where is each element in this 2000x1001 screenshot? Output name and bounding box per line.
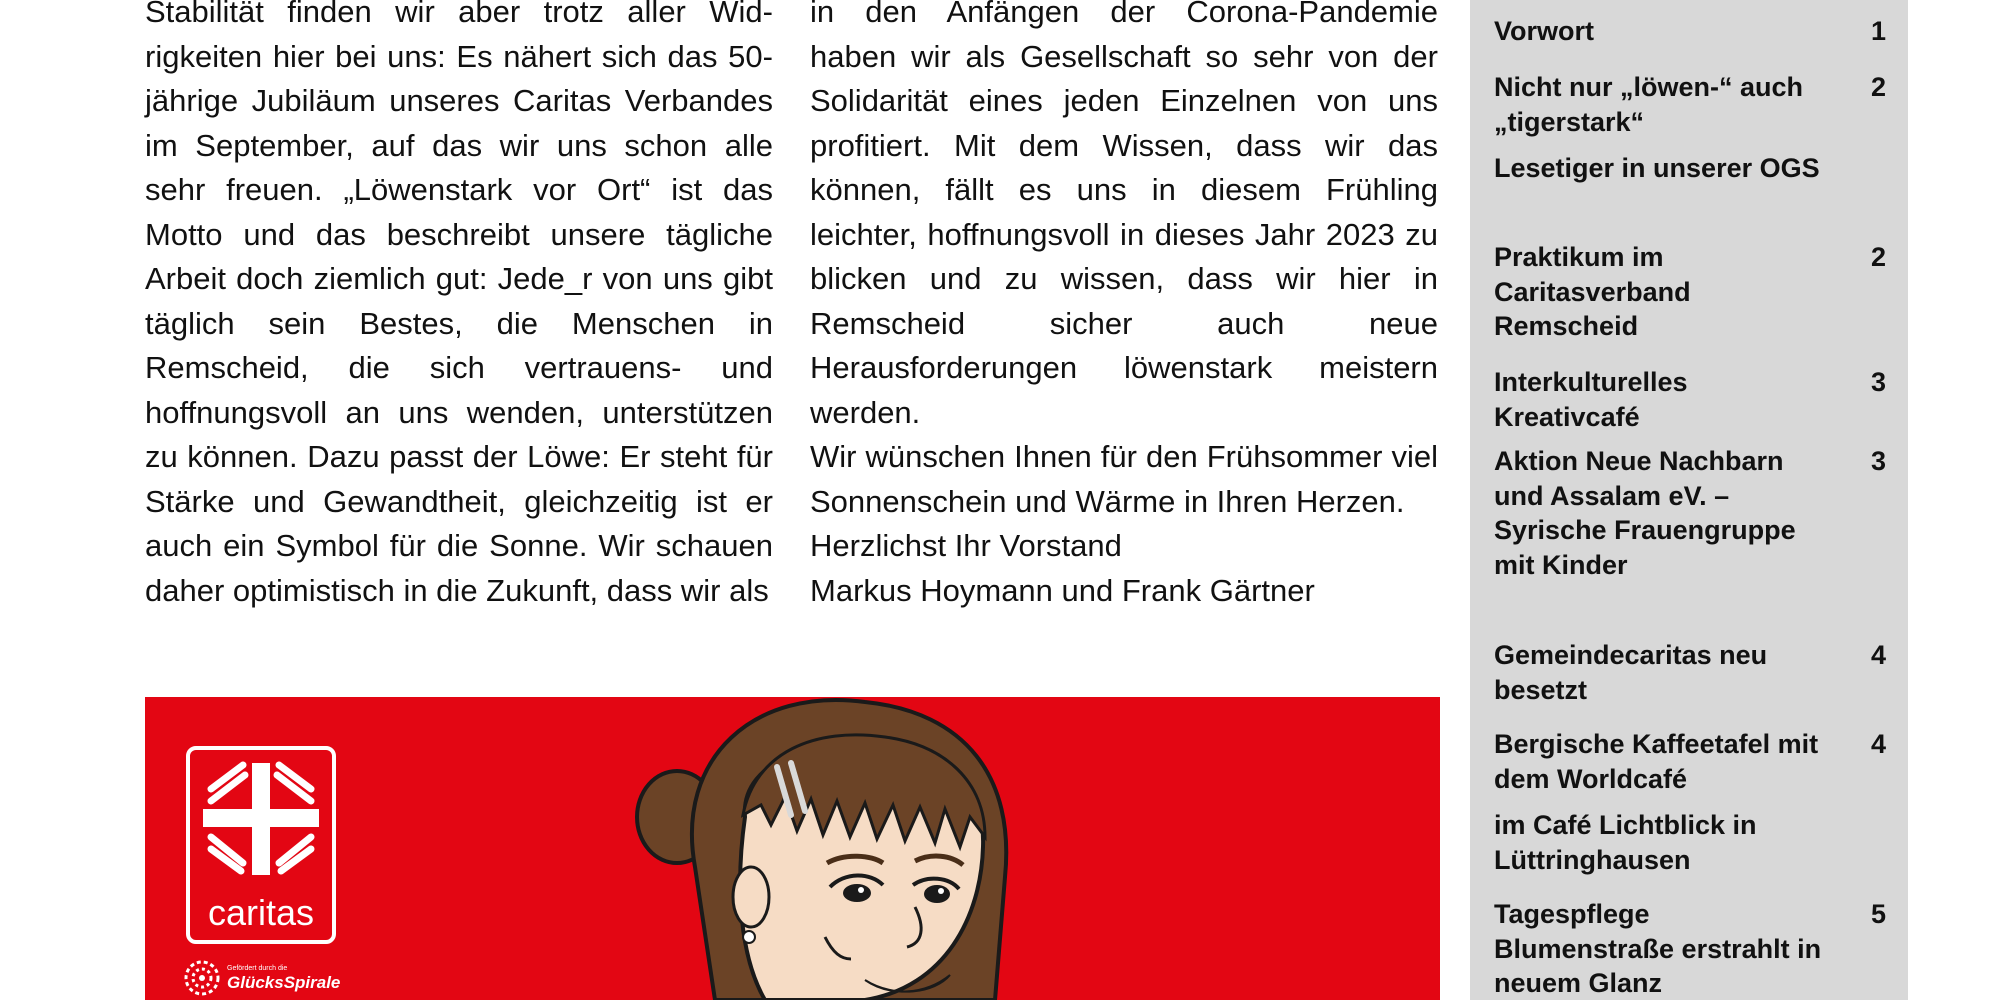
toc-entry[interactable] — [1494, 151, 1886, 186]
toc-entry-title: Interkulturelles Kreativcafé — [1494, 367, 1688, 432]
toc-entry-title: Lesetiger in unserer OGS — [1494, 153, 1820, 183]
woman-illustration — [565, 697, 1125, 1000]
caritas-logo — [185, 745, 337, 945]
table-of-contents — [1470, 0, 1908, 1000]
toc-entry-title: Gemeindecaritas neu besetzt — [1494, 640, 1768, 705]
lottery-small-text: Gefördert durch die — [227, 964, 288, 972]
toc-entry[interactable] — [1494, 70, 1886, 139]
article-paragraph: Stabilität finden wir aber trotz aller Widrigkeiten hier bei uns: Es nähert sich das 50-jährige Jubiläum unseres Caritas Verbandes im September, auf das wir uns schon alle sehr freuen. „Löwenstark vor Ort“ ist das Motto und das beschreibt unsere tägliche Arbeit doch ziemlich gut: Jede_r von uns gibt täglich sein Bestes, die Menschen in Remscheid, die sich vertrauens- und hoffnungsvoll an uns wenden, unterstützen zu können. Dazu passt der Löwe: Er steht für Stärke und Gewandtheit, gleichzeitig ist er auch ein Symbol für die Sonne. Wir schauen daher optimistisch in die Zukunft, dass wir als — [145, 0, 773, 608]
toc-entry-page: 2 — [1870, 242, 1886, 272]
toc-entry[interactable] — [1494, 638, 1886, 707]
article-column-left — [145, 0, 773, 613]
toc-entry-page: 2 — [1870, 72, 1886, 102]
spiral-icon — [183, 959, 221, 997]
toc-entry-title: Tagespflege Blumenstraße erstrahlt in neuem Glanz — [1494, 899, 1822, 998]
article-paragraph: in den Anfängen der Corona-Pandemie haben wir als Gesellschaft so sehr von der Solidarität eines jeden Einzelnen von uns profitiert. Mit dem Wissen, dass wir das können, fällt es uns in diesem Frühling leichter, hoffnungsvoll in dieses Jahr 2023 zu blicken und zu wissen, dass wir hier in Remscheid sicher auch neue Herausforderungen löwenstark meistern werden. — [810, 0, 1438, 430]
promo-banner — [145, 697, 1440, 1000]
caritas-cross-icon — [203, 763, 319, 875]
lottery-name: GlücksSpirale — [227, 972, 341, 992]
lottery-logo — [183, 959, 340, 997]
article-column-middle — [810, 0, 1438, 613]
toc-entry[interactable] — [1494, 808, 1886, 877]
toc-entry[interactable] — [1494, 444, 1886, 582]
toc-entry[interactable] — [1494, 897, 1886, 1001]
toc-entry-title: im Café Lichtblick in Lüttringhausen — [1494, 810, 1757, 875]
toc-entry-page: 4 — [1870, 640, 1886, 670]
toc-entry-title: Bergische Kaffeetafel mit dem Worldcafé — [1494, 729, 1819, 794]
toc-entry[interactable] — [1494, 727, 1886, 796]
article-paragraph: Wir wünschen Ihnen für den Frühsommer viel Sonnenschein und Wärme in Ihren Herzen. — [810, 439, 1438, 519]
toc-entry-page: 4 — [1870, 729, 1886, 759]
toc-entry-page: 3 — [1870, 446, 1886, 476]
toc-entry-title: Aktion Neue Nachbarn und Assalam eV. – Syrische Frauengruppe mit Kinder — [1494, 446, 1796, 580]
toc-entry-title: Praktikum im Caritasverband Remscheid — [1494, 242, 1691, 341]
toc-entry-page: 3 — [1870, 367, 1886, 397]
toc-entry[interactable] — [1494, 240, 1886, 344]
caritas-logo-text: caritas — [207, 892, 315, 933]
toc-entry-title: Vorwort — [1494, 16, 1594, 46]
toc-entry-page: 1 — [1870, 16, 1886, 46]
toc-entry-page: 5 — [1870, 899, 1886, 929]
toc-entry[interactable] — [1494, 365, 1886, 434]
signatures: Markus Hoymann und Frank Gärtner — [810, 572, 1315, 608]
greeting: Herzlichst Ihr Vorstand — [810, 528, 1122, 563]
toc-entry-title: Nicht nur „löwen-“ auch „tigerstark“ — [1494, 72, 1804, 137]
toc-entry[interactable] — [1494, 14, 1886, 49]
